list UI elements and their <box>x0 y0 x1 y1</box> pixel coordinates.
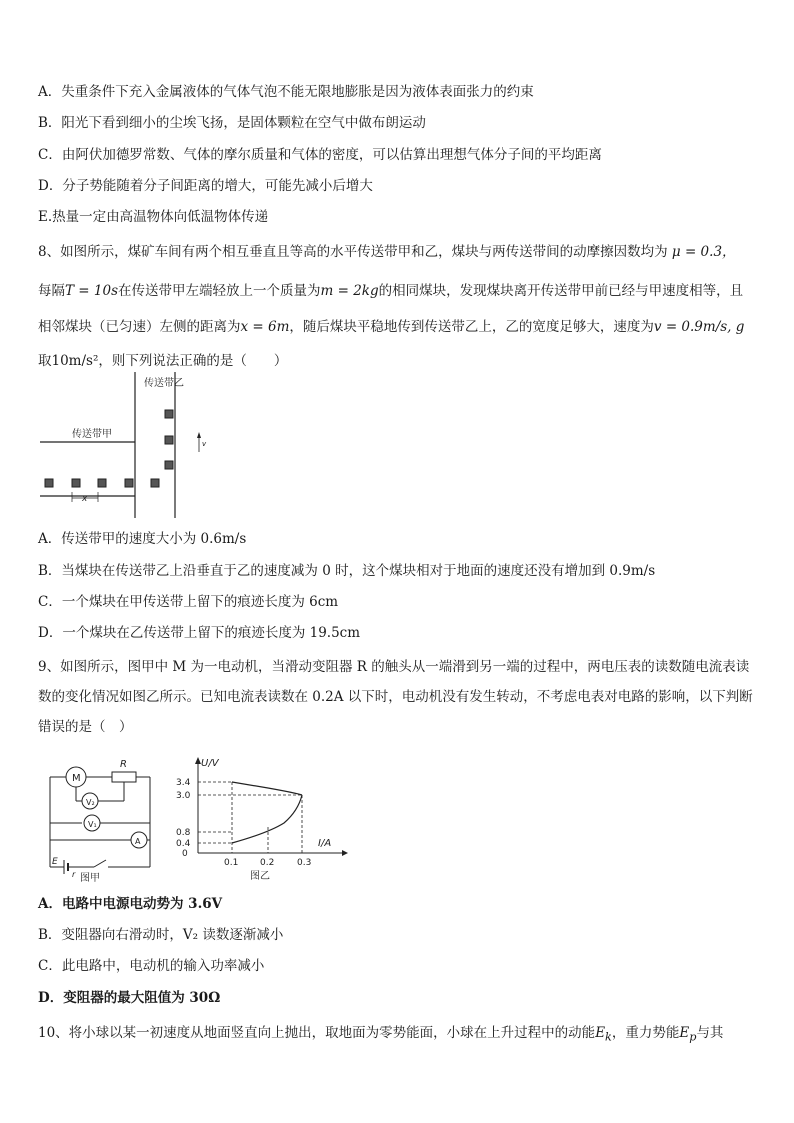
coal-block <box>125 479 133 487</box>
resistor-symbol <box>112 772 136 782</box>
figure-caption-a: 图甲 <box>80 873 100 883</box>
coal-block <box>165 461 173 469</box>
q8-stem-text: 在传送带甲左端轻放上一个质量为 <box>118 283 321 299</box>
q7-option-b: B．阳光下看到细小的尘埃飞扬，是固体颗粒在空气中做布朗运动 <box>38 115 426 131</box>
q8-distance: x = 6m <box>240 319 290 335</box>
q8-stem-line3 <box>38 318 744 336</box>
q8-stem-text: 8、如图所示，煤矿车间有两个相互垂直且等高的水平传送带甲和乙，煤块与两传送带间的动摩擦因数均为 <box>38 244 668 260</box>
q7-option-e: E.热量一定由高温物体向低温物体传递 <box>38 209 269 225</box>
q10-stem-text: 10、将小球以某一初速度从地面竖直向上抛出，取地面为零势能面，小球在上升过程中的动能 <box>38 1025 596 1041</box>
q8-stem-text: 相邻煤块（已匀速）左侧的距离为 <box>38 319 241 335</box>
coal-block <box>165 410 173 418</box>
q9-stem: 9、如图所示，图甲中 M 为一电动机，当滑动变阻器 R 的触头从一端滑到另一端的过程中，两电压表的读数随电流表读数的变化情况如图乙所示。已知电流表读数在 0.2A 以下时，电动机没有发生转动，不考虑电表对电路的影响，以下判断错误的是（ ） <box>38 659 753 735</box>
internal-resistance-label: r <box>72 870 76 879</box>
y-tick-label: 3.0 <box>176 791 191 801</box>
q8-speed: v = 0.9m/s, g <box>653 319 745 335</box>
q8-stem-line4: 取10m/s²，则下列说法正确的是（ ） <box>38 353 288 369</box>
switch-symbol <box>94 860 106 867</box>
q8-stem-text: 每隔 <box>38 283 65 299</box>
q7-option-a: A．失重条件下充入金属液体的气体气泡不能无限地膨胀是因为液体表面张力的约束 <box>38 84 534 100</box>
x-label: x <box>82 494 88 504</box>
voltmeter-v1-label: V₁ <box>88 820 97 829</box>
potential-energy-symbol: $E_p$ <box>679 1025 697 1044</box>
x-tick-label: 0.3 <box>297 858 312 868</box>
q9-option-b: B．变阻器向右滑动时，V₂ 读数逐渐减小 <box>38 927 284 943</box>
x-tick-label: 0.2 <box>260 858 275 868</box>
q9-ui-graph <box>172 755 362 887</box>
q8-stem-line2 <box>38 282 743 300</box>
q9-option-a: A．电路中电源电动势为 3.6V <box>38 896 223 912</box>
voltmeter-v2-label: V₂ <box>86 798 95 807</box>
belt-b-label: 传送带乙 <box>144 378 184 389</box>
motor-label: M <box>72 773 81 784</box>
v1-curve <box>232 782 302 795</box>
q10-stem <box>38 1024 723 1047</box>
emf-label: E <box>52 857 58 867</box>
q7-option-c: C．由阿伏加德罗常数、气体的摩尔质量和气体的密度，可以估算出理想气体分子间的平均距离 <box>38 147 602 163</box>
y-tick-label: 3.4 <box>176 778 191 788</box>
kinetic-energy-symbol: $E_k$ <box>595 1025 612 1044</box>
y-axis-label: U/V <box>201 758 219 769</box>
y-tick-label: 0.4 <box>176 839 191 849</box>
q9-option-c: C．此电路中，电动机的输入功率减小 <box>38 958 265 974</box>
figure-caption-b: 图乙 <box>250 871 270 882</box>
q8-conveyor-figure <box>38 372 228 520</box>
q8-stem-text: 的相同煤块，发现煤块离开传送带甲前已经与甲速度相等，且 <box>378 283 744 299</box>
q8-stem-text: ，随后煤块平稳地传到传送带乙上，乙的宽度足够大，速度为 <box>289 319 654 335</box>
y-tick-label: 0 <box>182 849 188 859</box>
q10-stem-text: 与其 <box>696 1025 724 1041</box>
coal-block <box>151 479 159 487</box>
velocity-arrow-head <box>197 432 201 438</box>
resistor-label: R <box>120 759 127 770</box>
q8-option-a: A．传送带甲的速度大小为 0.6m/s <box>38 531 247 547</box>
coal-block <box>72 479 80 487</box>
coal-block <box>45 479 53 487</box>
q9-circuit-figure <box>42 755 162 883</box>
coal-block <box>98 479 106 487</box>
velocity-label: v <box>202 440 207 448</box>
ammeter-label: A <box>135 837 141 846</box>
x-tick-label: 0.1 <box>224 858 239 868</box>
q8-option-c: C．一个煤块在甲传送带上留下的痕迹长度为 6cm <box>38 594 339 610</box>
q8-option-b: B．当煤块在传送带乙上沿垂直于乙的速度减为 0 时，这个煤块相对于地面的速度还没有增加到 0.9m/s <box>38 563 656 579</box>
belt-a-label: 传送带甲 <box>72 429 112 440</box>
y-tick-label: 0.8 <box>176 828 191 838</box>
x-axis-label: I/A <box>318 838 332 849</box>
q10-stem-text: ，重力势能 <box>611 1025 680 1041</box>
q8-stem-line1 <box>38 243 736 261</box>
q7-option-d: D．分子势能随着分子间距离的增大，可能先减小后增大 <box>38 178 373 194</box>
q8-mu: μ = 0.3， <box>671 244 736 260</box>
q8-option-d: D．一个煤块在乙传送带上留下的痕迹长度为 19.5cm <box>38 625 361 641</box>
v2-curve <box>232 795 302 843</box>
coal-block <box>165 436 173 444</box>
q9-option-d: D．变阻器的最大阻值为 30Ω <box>38 990 221 1006</box>
q8-mass: m = 2kg <box>320 283 379 299</box>
q8-period: T = 10s <box>65 283 119 299</box>
